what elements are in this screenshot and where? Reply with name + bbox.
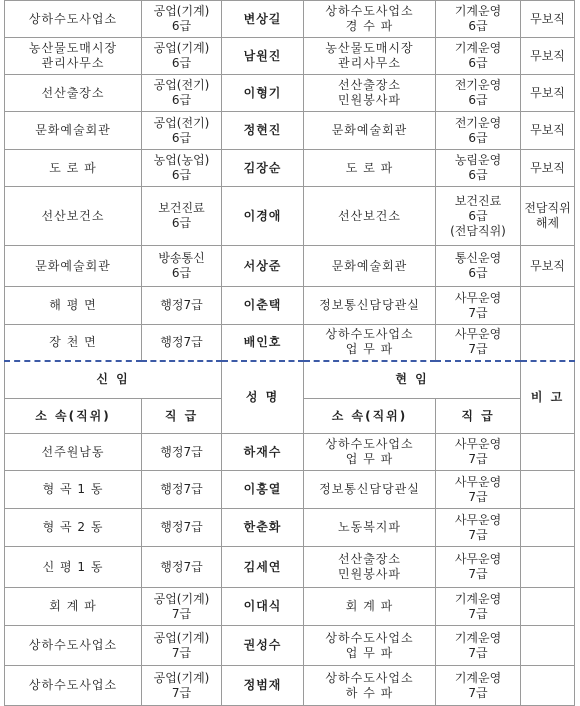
new-post-org: 선산출장소 [5, 75, 142, 112]
new-post-grade: 방송통신 6급 [142, 246, 222, 287]
note-cell: 무보직 [521, 38, 575, 75]
new-post-org: 문화예술회관 [5, 246, 142, 287]
current-post-org: 농산물도매시장 관리사무소 [304, 38, 436, 75]
new-post-org: 신 평 1 동 [5, 547, 142, 588]
table-row [5, 75, 575, 112]
table-row [5, 246, 575, 287]
person-name: 이홍열 [222, 471, 304, 509]
person-name: 이형기 [222, 75, 304, 112]
new-post-grade: 공업(기계) 6급 [142, 1, 222, 38]
header-current-post: 현 임 [304, 361, 521, 399]
person-name: 이대식 [222, 588, 304, 626]
new-post-grade: 공업(기계) 7급 [142, 666, 222, 706]
current-post-org: 문화예술회관 [304, 112, 436, 150]
note-cell: 무보직 [521, 150, 575, 187]
table-row [5, 666, 575, 706]
new-post-org: 상하수도사업소 [5, 1, 142, 38]
note-cell: 무보직 [521, 112, 575, 150]
current-post-org: 선산출장소 민원봉사파 [304, 75, 436, 112]
table-row [5, 588, 575, 626]
current-post-org: 회 계 파 [304, 588, 436, 626]
new-post-grade: 공업(전기) 6급 [142, 75, 222, 112]
header-current-grade: 직 급 [436, 399, 521, 434]
note-cell: 무보직 [521, 75, 575, 112]
current-post-grade: 기계운영 6급 [436, 1, 521, 38]
table-row [5, 150, 575, 187]
table-row [5, 1, 575, 38]
person-name: 이춘택 [222, 287, 304, 325]
person-name: 이경애 [222, 187, 304, 246]
current-post-grade: 사무운영 7급 [436, 471, 521, 509]
person-name: 권성수 [222, 626, 304, 666]
header-new-grade: 직 급 [142, 399, 222, 434]
current-post-org: 상하수도사업소 업 무 파 [304, 325, 436, 361]
header-new-org: 소 속(직위) [5, 399, 142, 434]
new-post-grade: 행정7급 [142, 325, 222, 361]
current-post-org: 정보통신담당관실 [304, 471, 436, 509]
current-post-org: 상하수도사업소 업 무 파 [304, 626, 436, 666]
table-row [5, 626, 575, 666]
person-name: 한춘화 [222, 509, 304, 547]
new-post-org: 장 천 면 [5, 325, 142, 361]
person-name: 배인호 [222, 325, 304, 361]
new-post-org: 문화예술회관 [5, 112, 142, 150]
new-post-grade: 공업(전기) 6급 [142, 112, 222, 150]
current-post-org: 선산출장소 민원봉사파 [304, 547, 436, 588]
current-post-grade: 기계운영 6급 [436, 38, 521, 75]
new-post-org: 해 평 면 [5, 287, 142, 325]
note-cell [521, 325, 575, 361]
current-post-grade: 사무운영 7급 [436, 509, 521, 547]
bottom-rows [5, 434, 575, 706]
current-post-org: 노동복지파 [304, 509, 436, 547]
new-post-grade: 보건진료 6급 [142, 187, 222, 246]
table-row [5, 509, 575, 547]
header-note: 비 고 [521, 361, 575, 434]
new-post-org: 농산물도매시장 관리사무소 [5, 38, 142, 75]
personnel-transfer-table [4, 0, 575, 706]
top-rows [5, 1, 575, 361]
new-post-org: 상하수도사업소 [5, 666, 142, 706]
person-name: 남원진 [222, 38, 304, 75]
note-cell [521, 588, 575, 626]
current-post-org: 상하수도사업소 업 무 파 [304, 434, 436, 471]
current-post-grade: 사무운영 7급 [436, 325, 521, 361]
header-name: 성 명 [222, 361, 304, 434]
current-post-org: 선산보건소 [304, 187, 436, 246]
new-post-grade: 행정7급 [142, 471, 222, 509]
current-post-org: 상하수도사업소 하 수 파 [304, 666, 436, 706]
current-post-grade: 통신운영 6급 [436, 246, 521, 287]
new-post-org: 선산보건소 [5, 187, 142, 246]
table-row [5, 434, 575, 471]
note-cell [521, 471, 575, 509]
current-post-grade: 사무운영 7급 [436, 287, 521, 325]
table-row [5, 325, 575, 361]
note-cell [521, 666, 575, 706]
current-post-org: 문화예술회관 [304, 246, 436, 287]
current-post-grade: 전기운영 6급 [436, 112, 521, 150]
person-name: 정현진 [222, 112, 304, 150]
person-name: 정범재 [222, 666, 304, 706]
new-post-org: 형 곡 1 동 [5, 471, 142, 509]
current-post-org: 정보통신담당관실 [304, 287, 436, 325]
new-post-grade: 행정7급 [142, 509, 222, 547]
new-post-grade: 공업(기계) 6급 [142, 38, 222, 75]
new-post-org: 회 계 파 [5, 588, 142, 626]
note-cell [521, 626, 575, 666]
new-post-grade: 공업(기계) 7급 [142, 626, 222, 666]
table-row [5, 287, 575, 325]
new-post-grade: 공업(기계) 7급 [142, 588, 222, 626]
current-post-grade: 농림운영 6급 [436, 150, 521, 187]
new-post-grade: 행정7급 [142, 547, 222, 588]
current-post-grade: 사무운영 7급 [436, 547, 521, 588]
person-name: 김장순 [222, 150, 304, 187]
header-new-post: 신 임 [5, 361, 222, 399]
new-post-org: 형 곡 2 동 [5, 509, 142, 547]
new-post-org: 도 로 파 [5, 150, 142, 187]
person-name: 김세연 [222, 547, 304, 588]
current-post-grade: 기계운영 7급 [436, 588, 521, 626]
person-name: 변상길 [222, 1, 304, 38]
current-post-grade: 기계운영 7급 [436, 626, 521, 666]
new-post-org: 선주원남동 [5, 434, 142, 471]
note-cell: 무보직 [521, 1, 575, 38]
table-row [5, 471, 575, 509]
table-row [5, 547, 575, 588]
current-post-grade: 보건진료 6급 (전담직위) [436, 187, 521, 246]
table-row [5, 187, 575, 246]
table-row [5, 112, 575, 150]
current-post-org: 상하수도사업소 경 수 파 [304, 1, 436, 38]
current-post-grade: 사무운영 7급 [436, 434, 521, 471]
person-name: 하재수 [222, 434, 304, 471]
current-post-org: 도 로 파 [304, 150, 436, 187]
current-post-grade: 기계운영 7급 [436, 666, 521, 706]
new-post-org: 상하수도사업소 [5, 626, 142, 666]
header-current-org: 소 속(직위) [304, 399, 436, 434]
note-cell: 무보직 [521, 246, 575, 287]
note-cell [521, 547, 575, 588]
new-post-grade: 행정7급 [142, 287, 222, 325]
note-cell [521, 287, 575, 325]
table-row [5, 38, 575, 75]
note-cell [521, 509, 575, 547]
new-post-grade: 농업(농업) 6급 [142, 150, 222, 187]
table-header [5, 361, 575, 434]
person-name: 서상준 [222, 246, 304, 287]
note-cell: 전담직위 해제 [521, 187, 575, 246]
note-cell [521, 434, 575, 471]
current-post-grade: 전기운영 6급 [436, 75, 521, 112]
new-post-grade: 행정7급 [142, 434, 222, 471]
